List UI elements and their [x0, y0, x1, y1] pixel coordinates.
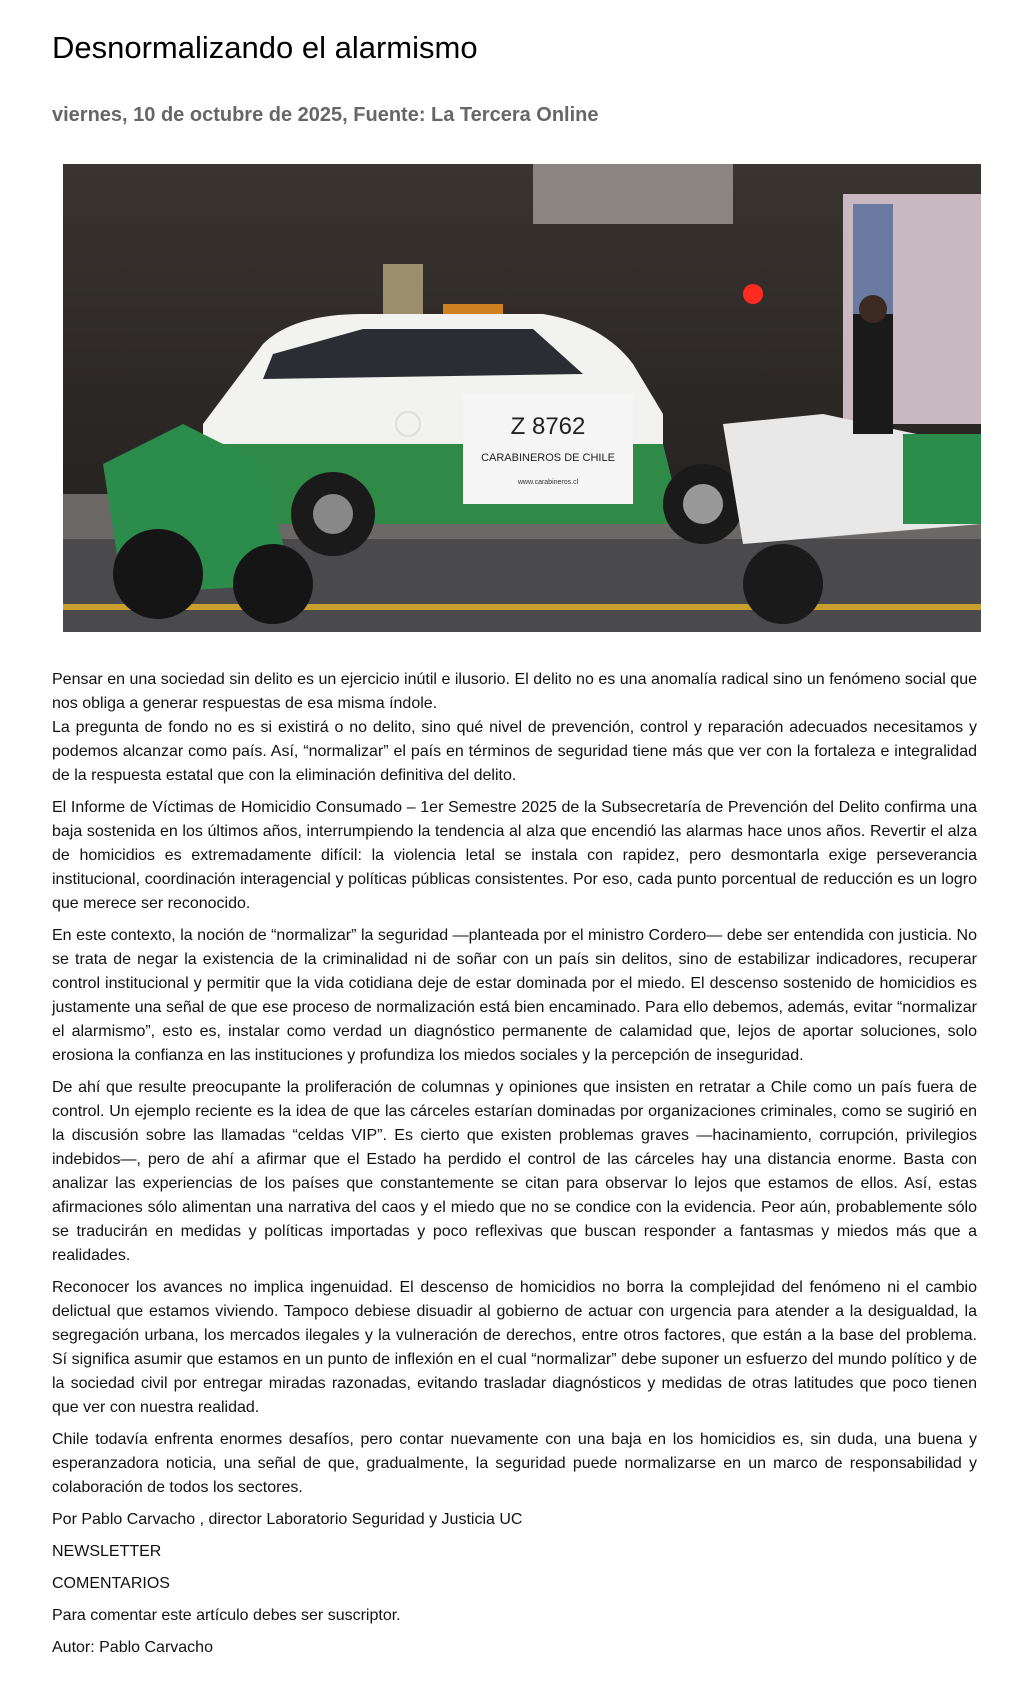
paragraph: Reconocer los avances no implica ingenuidad. El descenso de homicidios no borra la complejidad del fenómeno ni el cambio delictual que estamos viviendo. Tampoco debiese disuadir al gobierno de actuar con urgencia para atender a la desigualdad, la segregación urbana, los mercados ilegales y la vulneración de derechos, entre otros factores, que están a la base del problema. Sí significa asumir que estamos en un punto de inflexión en el cual “normalizar” debe suponer un esfuerzo del mundo político y de la sociedad civil por entregar miradas razonadas, evitando trasladar diagnósticos y medidas de otras latitudes que poco tienen que ver con nuestra realidad.	[52, 1279, 977, 1416]
paragraph: De ahí que resulte preocupante la proliferación de columnas y opiniones que insisten en retratar a Chile como un país fuera de control. Un ejemplo reciente es la idea de que las cárceles estarían dominadas por organizaciones criminales, como se sugirió en la discusión sobre las llamadas “celdas VIP”. Es cierto que existen problemas graves —hacinamiento, corrupción, privilegios indebidos—, pero de ahí a afirmar que el Estado ha perdido el control de las cárceles hay una distancia enorme. Basta con analizar las experiencias de los países que constantemente se citan para observar lo lejos que estamos de ellos. Así, estas afirmaciones sólo alimentan una narrativa del caos y el miedo que no se condice con la evidencia. Peor aún, probablemente sólo se traducirán en medidas y políticas importadas y poco reflexivas que buscan responder a fantasmas y miedos más que a realidades.	[52, 1079, 977, 1264]
article-meta: viernes, 10 de octubre de 2025, Fuente: La Tercera Online	[52, 104, 599, 126]
author: Autor: Pablo Carvacho	[52, 1639, 213, 1656]
article-photo	[63, 164, 981, 632]
car-url: www.carabineros.cl	[517, 479, 579, 486]
paragraph: Chile todavía enfrenta enormes desafíos, pero contar nuevamente con una baja en los homicidios es, sin duda, una buena y esperanzadora noticia, una señal de que, gradualmente, la seguridad puede normalizarse en un marco de responsabilidad y colaboración de todos los sectores.	[52, 1431, 977, 1496]
car-unit: 133	[401, 421, 415, 430]
paragraph-intro	[52, 668, 977, 788]
newsletter-label: NEWSLETTER	[52, 1543, 162, 1560]
byline: Por Pablo Carvacho , director Laboratorio Seguridad y Justicia UC	[52, 1511, 523, 1528]
paragraph: En este contexto, la noción de “normalizar” la seguridad —planteada por el ministro Cordero— debe ser entendida con justicia. No se trata de negar la existencia de la criminalidad ni de soñar con un país sin delitos, sino de estabilizar indicadores, recuperar control institucional y permitir que la vida cotidiana deje de estar dominada por el miedo. El descenso sostenido de homicidios es justamente una señal de que ese proceso de normalización está bien encaminado. Para ello debemos, además, evitar “normalizar el alarmismo”, esto es, instalar como verdad un diagnóstico permanente de calamidad que, lejos de aportar soluciones, solo erosiona la confianza en las instituciones y profundiza los miedos sociales y la percepción de inseguridad.	[52, 927, 977, 1064]
paragraph-intro-b: La pregunta de fondo no es si existirá o no delito, sino qué nivel de prevención, control y reparación adecuados necesitamos y podemos alcanzar como país. Así, “normalizar” el país en términos de seguridad tiene más que ver con la fortaleza e integralidad de la respuesta estatal que con la eliminación definitiva del delito.	[52, 719, 977, 784]
car-number: Z 8762	[510, 413, 586, 440]
article-body	[52, 668, 977, 1668]
comments-heading: COMENTARIOS	[52, 1575, 170, 1592]
article-title: Desnormalizando el alarmismo	[52, 30, 478, 65]
paragraph-intro-a: Pensar en una sociedad sin delito es un ejercicio inútil e ilusorio. El delito no es una anomalía radical sino un fenómeno social que nos obliga a generar respuestas de esa misma índole.	[52, 671, 977, 712]
paragraph: El Informe de Víctimas de Homicidio Consumado – 1er Semestre 2025 de la Subsecretaría de Prevención del Delito confirma una baja sostenida en los últimos años, interrumpiendo la tendencia al alza que encendió las alarmas hace unos años. Revertir el alza de homicidios es extremadamente difícil: la violencia letal se instala con rapidez, pero desmontarla exige perseverancia institucional, coordinación interagencial y políticas públicas consistentes. Por eso, cada punto porcentual de reducción es un logro que merece ser reconocido.	[52, 799, 977, 912]
car-label: CARABINEROS DE CHILE	[481, 452, 615, 464]
comments-note: Para comentar este artículo debes ser suscriptor.	[52, 1607, 401, 1624]
police-scene-image	[63, 164, 981, 632]
